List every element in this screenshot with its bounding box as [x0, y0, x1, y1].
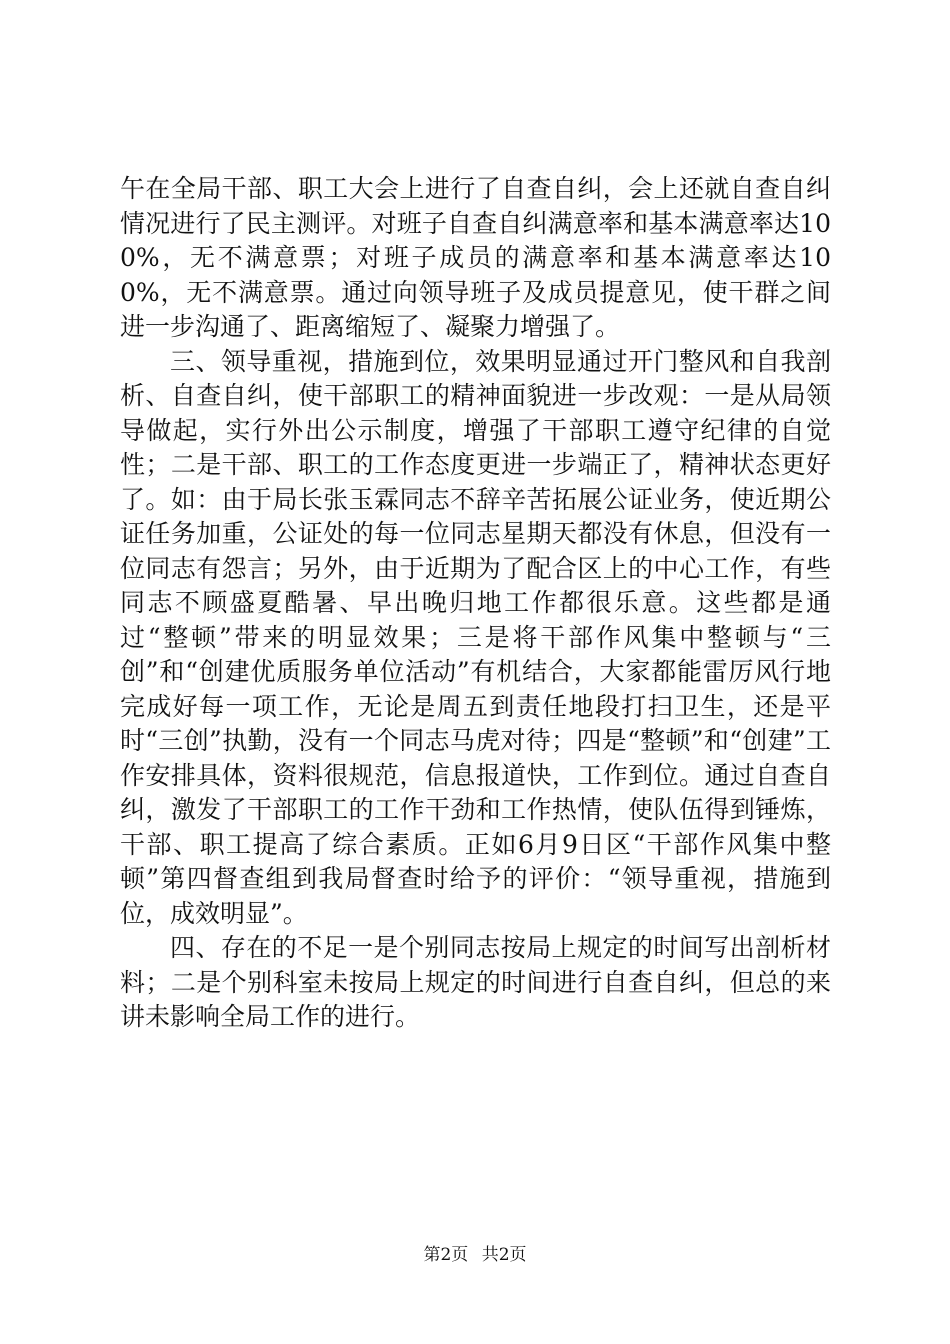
paragraph-section-four: 四、存在的不足一是个别同志按局上规定的时间写出剖析材料；二是个别科室未按局上规定的时间进行自查自纠，但总的来讲未影响全局工作的进行。 — [120, 933, 831, 1031]
page-number-current: 第2页 — [423, 1245, 469, 1265]
document-body — [120, 172, 831, 1035]
page-number-total: 共2页 — [481, 1245, 527, 1265]
page-footer — [0, 1244, 950, 1266]
paragraph-section-three: 三、领导重视，措施到位，效果明显通过开门整风和自我剖析、自查自纠，使干部职工的精神面貌进一步改观：一是从局领导做起，实行外出公示制度，增强了干部职工遵守纪律的自觉性；二是干部、职工的工作态度更进一步端正了，精神状态更好了。如：由于局长张玉霖同志不辞辛苦拓展公证业务，使近期公证任务加重，公证处的每一位同志星期天都没有休息，但没有一位同志有怨言；另外，由于近期为了配合区上的中心工作，有些同志不顾盛夏酷暑、早出晚归地工作都很乐意。这些都是通过“整顿”带来的明显效果；三是将干部作风集中整顿与“三创”和“创建优质服务单位活动”有机结合，大家都能雷厉风行地完成好每一项工作，无论是周五到责任地段打扫卫生，还是平时“三创”执勤，没有一个同志马虎对待；四是“整顿”和“创建”工作安排具体，资料很规范，信息报道快，工作到位。通过自查自纠，激发了干部职工的工作干劲和工作热情，使队伍得到锤炼，干部、职工提高了综合素质。正如6月9日区“干部作风集中整顿”第四督查组到我局督查时给予的评价：“领导重视，措施到位，成效明显”。 — [120, 346, 831, 928]
paragraph-continuation: 午在全局干部、职工大会上进行了自查自纠，会上还就自查自纠情况进行了民主测评。对班子自查自纠满意率和基本满意率达100%，无不满意票；对班子成员的满意率和基本满意率达100%，无不满意票。通过向领导班子及成员提意见，使干群之间进一步沟通了、距离缩短了、凝聚力增强了。 — [120, 174, 831, 341]
